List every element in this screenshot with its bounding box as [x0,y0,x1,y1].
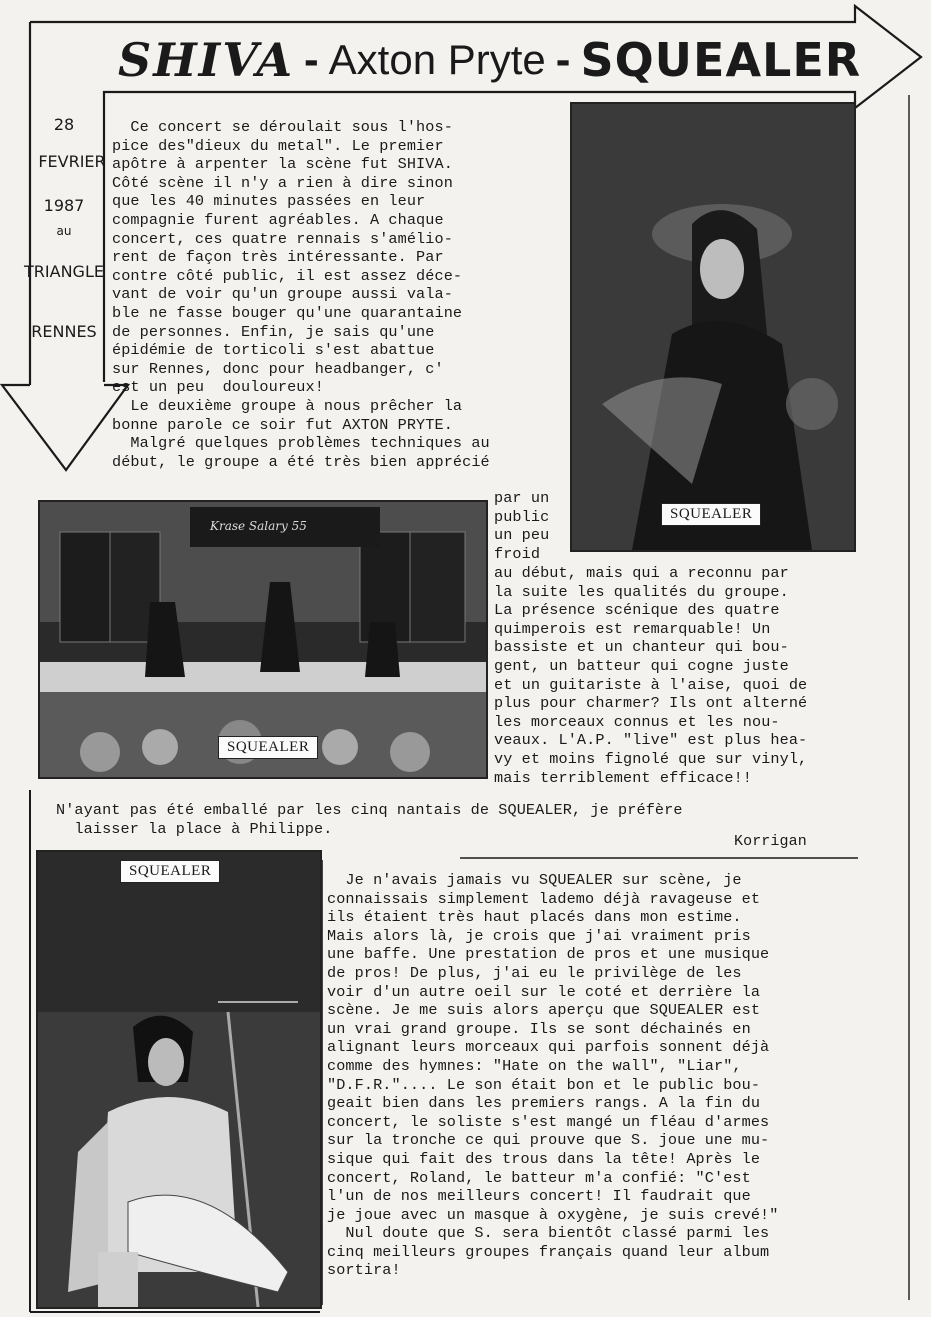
article-1-line: début, le groupe a été très bien apprécié [112,452,490,471]
article-2-line: alignant leurs morceaux qui parfois sonnent déjà [327,1038,770,1057]
title-shiva: SHIVA [118,33,295,87]
article-1-line: contre côté public, il est assez déce- [112,266,463,285]
article-2-line: sortira! [327,1261,401,1280]
article-1-side [494,489,549,563]
article-1-cont-line: mais terriblement efficace!! [494,768,752,787]
date-venue: TRIANGLE [24,262,104,281]
article-1-end-line: laisser la place à Philippe. [56,819,333,838]
article-1-line: épidémie de torticoli s'est abattue [112,341,435,360]
article-1-cont-line: bassiste et un chanteur qui bou- [494,638,789,657]
article-2-line: concert, le soliste s'est mangé un fléau d'armes [327,1112,770,1131]
article-2-line: concert, Roland, le batteur m'a confié: "C'est [327,1168,751,1187]
article-2-line: sique qui fait des trous dans la tête! Après le [327,1149,761,1168]
banner-text: Krase Salary 55 [210,519,307,533]
article-2-line: scène. Je me suis alors aperçu que SQUEALER est [327,1001,761,1020]
title-axton-pryte: Axton Pryte [328,36,546,83]
article-1-line: compagnie furent agréables. A chaque [112,210,444,229]
article-1-line: Malgré quelques problèmes techniques au [112,434,490,453]
article-1-line: vant de voir qu'un groupe aussi vala- [112,285,453,304]
date-month: FEVRIER [38,152,106,171]
article-2-line: Mais alors là, je crois que j'ai vraiment pris [327,926,751,945]
date-city: RENNES [31,322,97,341]
singer-silhouette-icon [572,104,854,550]
article-1-cont-line: La présence scénique des quatre [494,601,780,620]
article-2-line: "D.F.R.".... Le son était bon et le public bou- [327,1075,761,1094]
date-au: au [56,224,72,238]
article-1-cont-line: gent, un batteur qui cogne juste [494,656,789,675]
article-1-cont-line: et un guitariste à l'aise, quoi de [494,675,808,694]
article-2-line: geait bien dans les premiers rangs. A la fin du [327,1094,761,1113]
article-2-line: une baffe. Une prestation de pros et une musique [327,945,770,964]
article-1-cont-line: vy et moins fignolé que sur vinyl, [494,749,808,768]
photo-squealer-guitarist [36,850,322,1309]
article-1-side-line: public [494,507,550,526]
caption-top-right: SQUEALER [661,503,761,526]
article-1-cont-line: plus pour charmer? Ils ont alterné [494,694,808,713]
article-2-line: Je n'avais jamais vu SQUEALER sur scène, je [327,871,742,889]
title-separator-2: - [555,35,571,84]
caption-bottom-left: SQUEALER [120,860,220,883]
article-2-line: de pros! De plus, j'ai eu le privilège de les [327,963,742,982]
article-1-line: pice des"dieux du metal". Le premier [112,136,444,155]
article-1-side-line: par un [494,489,550,507]
article-2-line: un vrai grand groupe. Ils se sont déchainés en [327,1019,751,1038]
article-1-line: sur Rennes, donc pour headbanger, c' [112,359,444,378]
article-1-end-line: N'ayant pas été emballé par les cinq nantais de SQUEALER, je préfère [56,801,683,819]
article-1-line: de personnes. Enfin, je sais qu'une [112,322,435,341]
article-1-cont-line: les morceaux connus et les nou- [494,712,780,731]
article-2-line: ils étaient très haut placés dans mon estime. [327,908,742,927]
article-2-body [327,871,779,1280]
down-arrow-outline [2,385,128,470]
title-squealer: SQUEALER [580,33,862,87]
article-2-line: connaissais simplement lademo déjà ravageuse et [327,889,761,908]
article-2-line: comme des hymnes: "Hate on the wall", "Liar", [327,1056,742,1075]
photo-squealer-singer [570,102,856,552]
article-1-cont-line: quimperois est remarquable! Un [494,619,771,638]
article-1-line: Le deuxième groupe à nous prêcher la [112,396,463,415]
article-1-side-line: un peu [494,526,550,545]
article-1-continued [494,564,807,787]
article-1-line: apôtre à arpenter la scène fut SHIVA. [112,155,453,174]
article-1-cont-line: veaux. L'A.P. "live" est plus hea- [494,731,808,750]
guitarist-silhouette-icon [38,852,320,1307]
signature-korrigan: Korrigan [734,833,807,850]
article-1-line: rent de façon très intéressante. Par [112,248,444,267]
article-1-ending [56,801,683,838]
date-year: 1987 [43,196,85,215]
article-1-line: Côté scène il n'y a rien à dire sinon [112,173,453,192]
article-1-cont-line: au début, mais qui a reconnu par [494,564,789,582]
article-1-side-line: froid [494,544,541,563]
page-title [118,24,898,96]
article-2-line: l'un de nos meilleurs concert! Il faudrait que [327,1187,751,1206]
article-1-cont-line: la suite les qualités du groupe. [494,582,789,601]
article-2-line: sur la tronche ce qui prouve que S. joue une mu- [327,1131,770,1150]
title-separator-1: - [304,35,319,84]
article-1-line: ble ne fasse bouger qu'une quarantaine [112,303,463,322]
date-day: 28 [53,115,75,134]
article-2-line: je joue avec un masque à oxygène, je suis crevé!" [327,1205,779,1224]
article-2-line: Nul doute que S. sera bientôt classé parmi les [327,1224,770,1243]
article-1-line: bonne parole ce soir fut AXTON PRYTE. [112,415,453,434]
caption-middle-left: SQUEALER [218,736,318,759]
article-2-line: voir d'un autre oeil sur le coté et derrière la [327,982,761,1001]
article-1-line: est un peu douloureux! [112,378,324,397]
article-1-line: concert, ces quatre rennais s'amélio- [112,229,453,248]
article-1-body [112,118,490,471]
article-1-line: que les 40 minutes passées en leur [112,192,426,211]
article-1-line: Ce concert se déroulait sous l'hos- [112,118,453,136]
article-2-line: cinq meilleurs groupes français quand leur album [327,1242,770,1261]
